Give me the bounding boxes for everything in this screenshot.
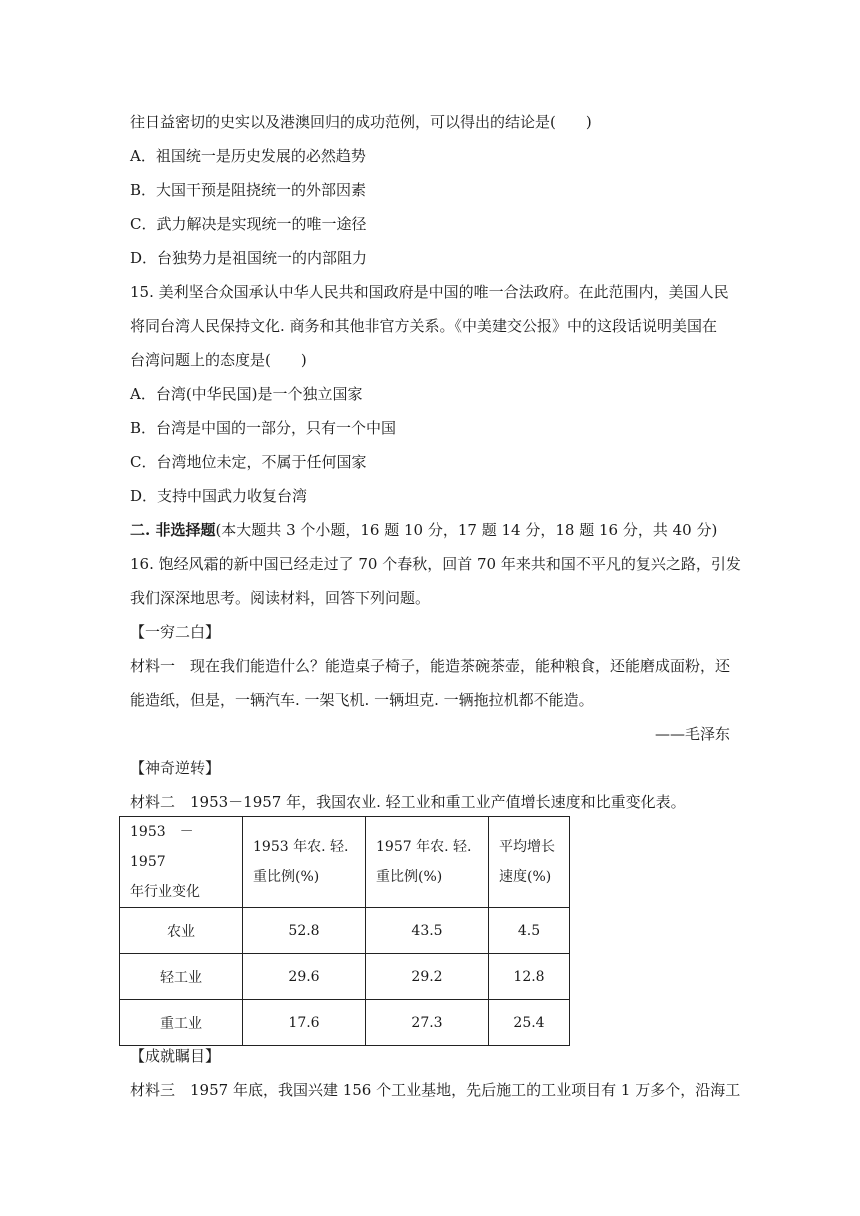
text-line: 15. 美利坚合众国承认中华人民共和国政府是中国的唯一合法政府。在此范围内，美国人民 [130, 283, 729, 301]
text-line: D．台独势力是祖国统一的内部阻力 [130, 249, 368, 267]
text-line: 能造纸，但是，一辆汽车. 一架飞机. 一辆坦克. 一辆拖拉机都不能造。 [130, 691, 594, 709]
table-cell: 25.4 [489, 1000, 570, 1046]
text-line: 材料一 现在我们能造什么？能造桌子椅子，能造茶碗茶壶，能种粮食，还能磨成面粉，还 [130, 657, 731, 675]
table-row [120, 954, 570, 1000]
text-line: 16. 饱经风霜的新中国已经走过了 70 个春秋，回首 70 年来共和国不平凡的复兴之路，引发 [130, 555, 741, 573]
text-line: 将同台湾人民保持文化. 商务和其他非官方关系。《中美建交公报》中的这段话说明美国在 [130, 317, 718, 335]
table-header-cell: 1957 年农. 轻. 重比例(%) [366, 817, 489, 908]
text-line: 【成就瞩目】 [130, 1047, 221, 1065]
text-line: D．支持中国武力收复台湾 [130, 487, 308, 505]
table-cell: 43.5 [366, 908, 489, 954]
table-header-cell: 平均增长 速度(%) [489, 817, 570, 908]
table-header-cell: 1953 年农. 轻. 重比例(%) [243, 817, 366, 908]
table-cell: 29.6 [243, 954, 366, 1000]
text-line: A．台湾(中华民国)是一个独立国家 [130, 385, 363, 403]
table-cell: 农业 [120, 908, 243, 954]
text-line: 往日益密切的史实以及港澳回归的成功范例，可以得出的结论是( ) [130, 113, 592, 131]
section-heading-label: 二. 非选择题 [130, 521, 216, 539]
quote-attribution: ——毛泽东 [654, 725, 730, 743]
table-row [120, 908, 570, 954]
table-cell: 轻工业 [120, 954, 243, 1000]
table-cell: 29.2 [366, 954, 489, 1000]
text-line: A．祖国统一是历史发展的必然趋势 [130, 147, 366, 165]
text-line: 材料二 1953－1957 年，我国农业. 轻工业和重工业产值增长速度和比重变化表。 [130, 793, 686, 811]
table-row [120, 1000, 570, 1046]
text-line: 台湾问题上的态度是( ) [130, 351, 307, 369]
table-cell: 12.8 [489, 954, 570, 1000]
text-line: B．台湾是中国的一部分，只有一个中国 [130, 419, 397, 437]
table-cell: 4.5 [489, 908, 570, 954]
table-header-row [120, 817, 570, 908]
table-header-cell: 1953 － 1957 年行业变化 [120, 817, 243, 908]
text-line: C．台湾地位未定，不属于任何国家 [130, 453, 367, 471]
table-cell: 52.8 [243, 908, 366, 954]
text-line: 材料三 1957 年底，我国兴建 156 个工业基地，先后施工的工业项目有 1 万多个，沿海工 [130, 1081, 741, 1099]
section-heading-detail: (本大题共 3 个小题，16 题 10 分，17 题 14 分，18 题 16 分，共 40 分) [215, 521, 718, 539]
section-heading-non-choice [130, 520, 717, 540]
text-line: 【神奇逆转】 [130, 759, 221, 777]
text-line: B．大国干预是阻挠统一的外部因素 [130, 181, 367, 199]
text-line: 我们深深地思考。阅读材料，回答下列问题。 [130, 589, 431, 607]
data-table [119, 816, 570, 1046]
text-line: C．武力解决是实现统一的唯一途径 [130, 215, 367, 233]
table-cell: 27.3 [366, 1000, 489, 1046]
table-cell: 17.6 [243, 1000, 366, 1046]
table-cell: 重工业 [120, 1000, 243, 1046]
text-line: 【一穷二白】 [130, 623, 221, 641]
